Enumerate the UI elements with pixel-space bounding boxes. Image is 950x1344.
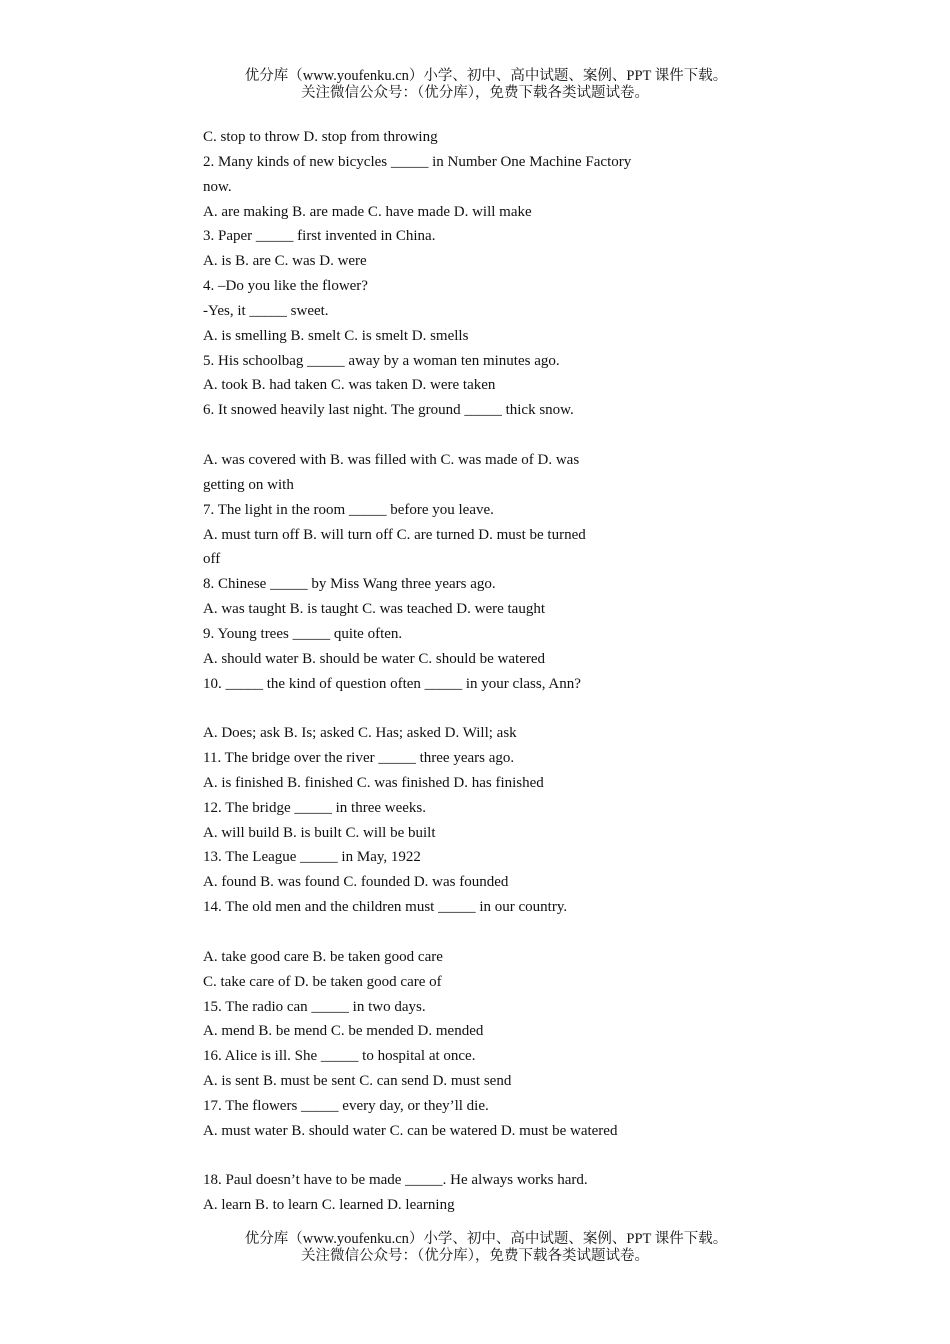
text-line: A. Does; ask B. Is; asked C. Has; asked D. Will; ask <box>203 725 517 742</box>
text-line: A. will build B. is built C. will be built <box>203 824 436 841</box>
text-line: C. take care of D. be taken good care of <box>203 973 442 990</box>
text-line: 8. Chinese _____ by Miss Wang three years ago. <box>203 576 496 593</box>
header-line-2: 关注微信公众号：（优分库），免费下载各类试题试卷。 <box>301 85 649 101</box>
text-line: 6. It snowed heavily last night. The ground _____ thick snow. <box>203 402 574 419</box>
text-line: A. mend B. be mend C. be mended D. mended <box>203 1023 484 1040</box>
text-line: A. found B. was found C. founded D. was founded <box>203 874 509 891</box>
text-line: A. is sent B. must be sent C. can send D. must send <box>203 1073 512 1090</box>
text-line: 2. Many kinds of new bicycles _____ in Number One Machine Factory <box>203 153 632 170</box>
text-line: 10. _____ the kind of question often _____ in your class, Ann? <box>203 675 581 692</box>
text-line: 16. Alice is ill. She _____ to hospital at once. <box>203 1048 476 1065</box>
text-line: C. stop to throw D. stop from throwing <box>203 129 438 145</box>
text-line: 7. The light in the room _____ before you leave. <box>203 501 494 518</box>
text-line: A. is smelling B. smelt C. is smelt D. smells <box>203 327 469 344</box>
blank-line <box>203 920 723 945</box>
text-line: A. learn B. to learn C. learned D. learning <box>203 1197 455 1214</box>
text-line: 9. Young trees _____ quite often. <box>203 625 403 642</box>
text-line: getting on with <box>203 476 294 493</box>
footer-line-2: 关注微信公众号：（优分库），免费下载各类试题试卷。 <box>301 1248 649 1264</box>
page-header <box>0 68 950 102</box>
blank-line <box>203 423 723 448</box>
footer-line-1: 优分库（www.youfenku.cn）小学、初中、高中试题、案例、PPT 课件下载。 <box>244 1231 728 1247</box>
text-line: A. should water B. should be water C. should be watered <box>203 650 546 667</box>
text-line: -Yes, it _____ sweet. <box>203 302 329 319</box>
text-line: A. was taught B. is taught C. was teached D. were taught <box>203 601 546 618</box>
text-line: 3. Paper _____ first invented in China. <box>203 228 436 245</box>
text-line: 12. The bridge _____ in three weeks. <box>203 799 427 816</box>
page-footer <box>0 1231 950 1265</box>
text-line: 11. The bridge over the river _____ three years ago. <box>203 750 515 767</box>
text-line: off <box>203 551 221 568</box>
text-line: A. is B. are C. was D. were <box>203 253 367 270</box>
blank-line <box>203 1144 723 1169</box>
blank-line <box>203 696 723 721</box>
text-line: 17. The flowers _____ every day, or they’ll die. <box>203 1097 489 1114</box>
text-line: A. took B. had taken C. was taken D. were taken <box>203 377 496 394</box>
text-line: A. must turn off B. will turn off C. are turned D. must be turned <box>203 526 586 543</box>
text-line: 4. –Do you like the flower? <box>203 278 368 295</box>
text-line: A. take good care B. be taken good care <box>203 948 443 965</box>
text-line: A. must water B. should water C. can be watered D. must be watered <box>203 1122 618 1139</box>
text-line: now. <box>203 178 232 195</box>
text-line: 13. The League _____ in May, 1922 <box>203 849 421 866</box>
text-line: A. are making B. are made C. have made D. will make <box>203 203 532 220</box>
text-line: 5. His schoolbag _____ away by a woman ten minutes ago. <box>203 352 560 369</box>
header-line-1: 优分库（www.youfenku.cn）小学、初中、高中试题、案例、PPT 课件下载。 <box>244 68 728 84</box>
document-body <box>203 125 723 1218</box>
text-line: 18. Paul doesn’t have to be made _____. He always works hard. <box>203 1172 588 1189</box>
text-line: 15. The radio can _____ in two days. <box>203 998 426 1015</box>
text-line: A. is finished B. finished C. was finished D. has finished <box>203 774 544 791</box>
text-line: A. was covered with B. was filled with C. was made of D. was <box>203 451 580 468</box>
text-line: 14. The old men and the children must _____ in our country. <box>203 899 568 916</box>
